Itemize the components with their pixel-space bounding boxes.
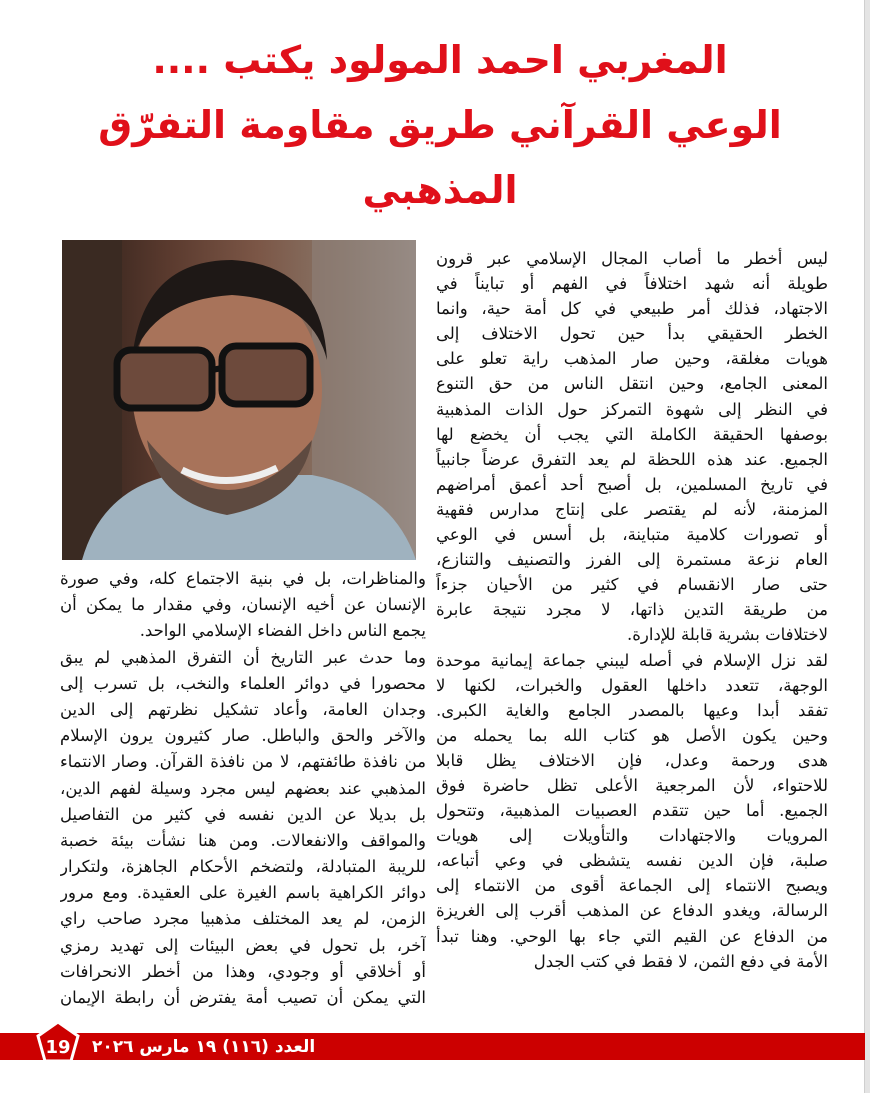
article-line: والمناظرات، بل في بنية الاجتماع كله، وفي صورة [60,569,426,588]
article-line: المعنى الجامع، وحين انتقل الناس من حق التنوع [436,374,828,394]
article-line: هدى ورحمة وعدل، فإن الاختلاف يظل قابلا [436,750,828,770]
article-line: الجميع. عند هذه اللحظة لم يعد التفرق عرضاً جانبياً [436,449,828,469]
article-line: في تاريخ المسلمين، بل أصبح أحد أعمق أمراضهم [436,474,828,494]
article-line: وجدان العامة، وأعاد تشكيل نظرتهم إلى الدين [60,699,426,719]
article-title-line-3: المذهبي [362,168,518,212]
article-line: الخطر الحقيقي بدأ حين تحول الاختلاف إلى [436,324,828,344]
article-line: في النظر إلى شهوة التمركز حول الذات المذهبية [436,399,828,419]
article-line: هويات مغلقة، وحين صار المذهب راية تعلو على [436,349,828,369]
article-line: لقد نزل الإسلام في أصله ليبني جماعة إيمانية موحدة [436,650,828,670]
article-right-column [436,246,828,974]
article-line: أو تصورات كلامية متباينة، بل أسس في الوعي [436,525,828,545]
article-line: من الدفاع عن القيم التي جاء بها الوحي. وهنا تبدأ [436,926,828,946]
article-line: تفقد أبدا وعيها بالمصدر الجامع والغاية الكبرى. [436,700,828,720]
article-line: الاجتهاد، فذلك أمر طبيعي في كل أمة حية، وانما [436,299,828,319]
article-line: لاختلافات بشرية قابلة للإدارة. [627,625,828,645]
article-title-line-1: المغربي احمد المولود يكتب .... [152,38,728,82]
author-photo [62,240,416,560]
article-line: الإنسان عن أخيه الإنسان، وفي مقدار ما يمكن أن [60,595,426,615]
article-line: وحين يكون الأصل هو كتاب الله بما يحمله من [436,725,828,745]
article-line: الجميع. أما حين تتقدم العصبيات المذهبية، وتتحول [436,801,828,821]
issue-info: العدد (١١٦) ١٩ مارس ٢٠٢٦ [92,1037,316,1057]
article-line: أو أخلاقي أو وجودي، وهذا من أخطر الانحرافات [60,961,426,981]
article-title-line-2: الوعي القرآني طريق مقاومة التفرّق [98,103,782,147]
article-line: دوائر الكراهية باسم الغيرة على العقيدة. ومع مرور [60,883,426,903]
article-line: والآخر والحق والباطل. صار كثيرون يرون الإسلام [60,726,426,746]
article-line: المزمنة، لأنه لم يقتصر على إنتاج مدارس فقهية [436,499,828,519]
article-line: بوصفها الحقيقة الكاملة التي يجب أن يخضع لها [436,424,828,444]
article-line: طويلة أنه شهد اختلافاً في الفهم أو تبايناً في [436,274,828,294]
article-line: الوجهة، تتعدد داخلها العقول والخبرات، لكنها لا [436,675,828,695]
article-line: وما حدث عبر التاريخ أن التفرق المذهبي لم يبق [60,647,426,667]
article-line: يجمع الناس داخل الفضاء الإسلامي الواحد. [139,621,426,641]
article-line: بل بديلا عن الدين نفسه في كثير من التفاصيل [60,804,426,824]
article-line: التي يمكن أن تصيب أمة يفترض أن رابطة الإيمان [60,988,426,1007]
article-line: الرسالة، ويغدو الدفاع عن المذهب أقرب إلى الغريزة [436,901,828,921]
article-line: الأمة في دفع الثمن، لا فقط في كتب الجدل [533,951,828,971]
page-number-badge [36,1020,80,1064]
article-line: العام نزعة مستمرة إلى الفرز والتصنيف والتنازع، [436,550,828,570]
article-line: للاحتواء، لأن المرجعية الأعلى تظل حاضرة فوق [436,775,828,795]
article-line: ويصبح الانتماء إلى الجماعة أقوى من الانتماء إلى [436,876,828,896]
article-line: من طريقة التدين ذاتها، لا مجرد نتيجة عابرة [436,600,828,620]
article-left-column [60,566,426,1011]
article-line: للريبة المتبادلة، ولتضخم الأحكام الجاهزة، ولتكرار [60,857,426,877]
author-portrait-illustration [62,240,416,560]
page-edge [864,0,870,1093]
page-number: 19 [45,1037,71,1058]
article-line: محصورا في دوائر العلماء والنخب، بل تسرب إلى [60,673,426,693]
article-line: من نافذة طائفتهم، لا من نافذة القرآن. وصار الانتماء [60,752,426,772]
article-line: المذهبي عند بعضهم ليس مجرد وسيلة لفهم الدين، [60,778,426,798]
article-line: صلبة، فإن الدين نفسه يتشظى في وعي أتباعه، [436,851,828,871]
article-line: حتى صار الانقسام في كثير من الأحيان جزءاً [436,575,828,595]
article-line: آخر، بل تحول في بعض البيئات إلى تهديد رمزي [60,935,426,955]
article-line: ليس أخطر ما أصاب المجال الإسلامي عبر قرون [436,249,828,268]
article-line: المرويات والاجتهادات والتأويلات إلى هويات [436,826,828,846]
article-line: والمواقف والانفعالات. ومن هنا نشأت بيئة خصبة [60,830,426,850]
article-line: الزمن، لم يعد المختلف مذهبيا مجرد صاحب راي [60,909,426,929]
